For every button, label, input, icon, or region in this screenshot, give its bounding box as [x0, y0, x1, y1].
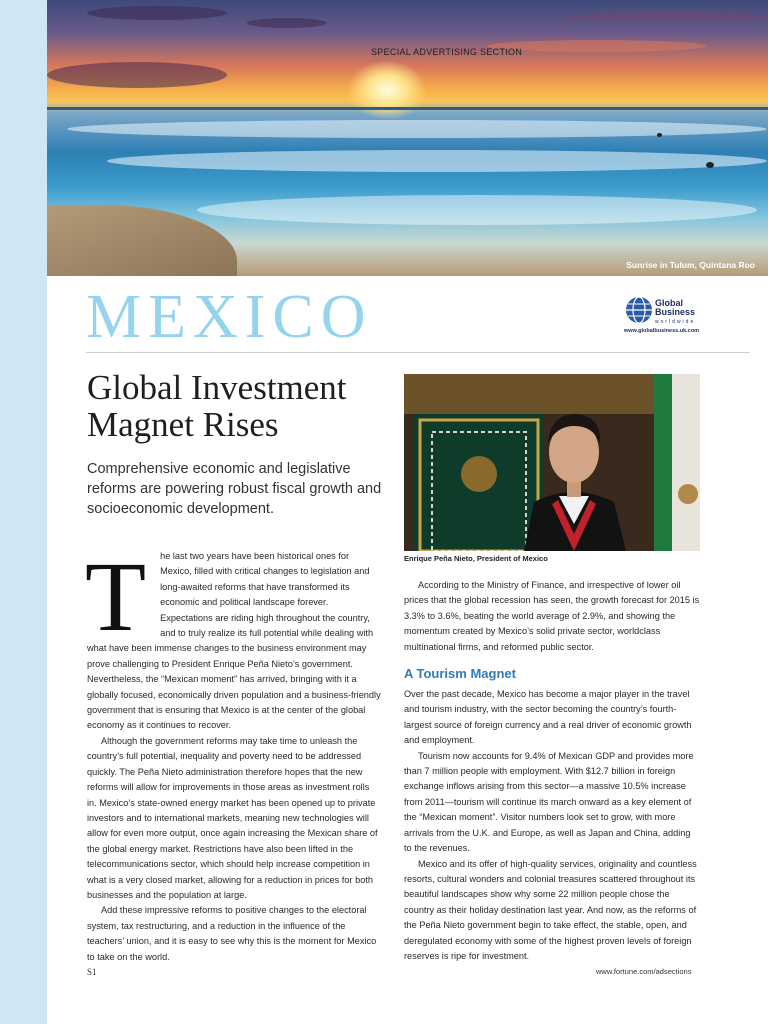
body-paragraph: Although the government reforms may take time to unleash the country’s full potential, inequality and poverty need to be addressed quickly. The Peña Nieto administration therefore hopes that the new reforms will allow for improvements in those areas as investment rolls in. Mexico’s state-owned energy market has been opened up to private investors and to international markets, meaning new technologies will allow for even more output, once again increasing the Mexican share of the global energy market. Restrictions have also been lifted in the telecommunications sector, which should help increase competition in what is a very closed market, allowing for a reduction in prices for both businesses and the population at large.: [87, 735, 378, 900]
body-paragraph: Over the past decade, Mexico has become a major player in the travel and tourism industry, with the sector becoming the country’s fourth-largest source of foreign currency and a real driver of economic growth and employment.: [404, 689, 692, 746]
body-paragraph: Add these impressive reforms to positive changes to the electoral system, tax restructuring, and a reduction in the influence of the teachers’ union, and it is easy to see why this is the moment for Mexico to take on the world.: [87, 905, 377, 962]
side-color-strip: [0, 0, 47, 1024]
section-subhead: A Tourism Magnet: [404, 666, 516, 682]
hero-caption: Sunrise in Tulum, Quintana Roo: [626, 260, 755, 270]
horizon-line: [47, 107, 768, 110]
wave-crest: [197, 195, 757, 225]
logo-name-line2: Business: [655, 307, 696, 317]
body-paragraph: he last two years have been historical ones for Mexico, filled with critical changes to legislation and long-awaited reforms that have transformed its economic and political landscape forever. Expectations are riding high throughout the country, and to truly realize its full potential while dealing with what have been immense changes to the business environment may prove challenging to President Enrique Peña Nieto’s government. Nevertheless, the “Mexican moment” has arrived, bringing with it a globally focused, economically driven population and a business-friendly government that is ensuring that Mexico is at the center of the global economy as it continues to recover.: [87, 551, 381, 731]
logo-subtitle: worldwide: [655, 319, 696, 325]
right-column: [404, 578, 700, 964]
drop-cap: T: [85, 541, 147, 652]
article-deck: Comprehensive economic and legislative reforms are powering robust fiscal growth and socioeconomic development.: [87, 461, 382, 517]
body-paragraph: Mexico and its offer of high-quality services, originality and countless resorts, cultural wonders and colonial treasures scattered throughout its beautiful landscapes show why some 22 million people chose the country as their holiday destination last year. And now, as the reforms of the Peña Nieto government begin to take effect, the stable, open, and deregulated economy with some of the highest proven levels of foreign reserves is ripe for investment.: [404, 858, 697, 961]
cloud-shape: [47, 62, 227, 88]
wave-crest: [107, 150, 767, 172]
logo-name-line1: Global: [655, 298, 684, 308]
cloud-shape: [87, 6, 227, 20]
cloud-shape: [247, 18, 327, 28]
photo-caption: Enrique Peña Nieto, President of Mexico: [404, 554, 548, 563]
rock-shape: [706, 162, 714, 168]
article-headline: Global Investment Magnet Rises: [87, 368, 347, 444]
cloud-shape: [567, 12, 767, 22]
masthead-title: MEXICO: [86, 283, 373, 351]
wave-crest: [67, 120, 767, 138]
masthead-divider: [86, 352, 750, 353]
logo-name: [655, 299, 695, 317]
body-paragraph: According to the Ministry of Finance, and irrespective of lower oil prices that the global recession has seen, the growth forecast for 2015 is 3.3% to 3.6%, beating the world average of 2.9%, and showing the momentum created by Mexico’s solid private sector, worldclass multinational firms, and reformed public sector.: [404, 580, 700, 652]
special-section-label: SPECIAL ADVERTISING SECTION: [371, 47, 523, 57]
sun-glow: [347, 60, 427, 120]
footer-url: www.fortune.com/adsections: [596, 967, 692, 976]
logo-url: www.globalbusiness.uk.com: [624, 328, 699, 334]
globe-icon: [624, 295, 654, 325]
global-business-logo: [624, 295, 704, 340]
page-number: S1: [87, 967, 97, 977]
beach-sand: [47, 205, 237, 276]
hero-photo-sunrise: [47, 0, 768, 276]
left-column: [85, 541, 381, 965]
portrait-illustration: [404, 374, 700, 551]
president-portrait-photo: [404, 374, 700, 551]
rock-shape: [657, 133, 662, 137]
body-paragraph: Tourism now accounts for 9.4% of Mexican GDP and provides more than 7 million people with employment. With $12.7 billion in foreign exchange inflows arising from this sector—a massive 10.5% increase from 2011—tourism will continue its march onward as a key element of the “Mexican moment”. Visitor numbers look set to grow, with more arrivals from the U.K. and Europe, as well as Japan and China, adding to the revenues.: [404, 750, 694, 854]
